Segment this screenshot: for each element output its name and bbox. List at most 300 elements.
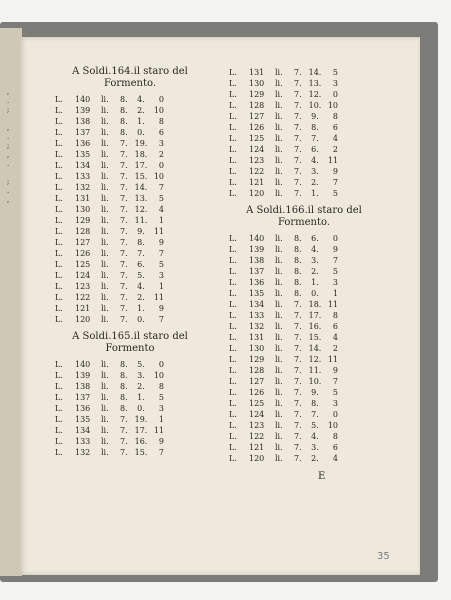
table-row — [55, 370, 205, 381]
denari-value: 5 — [158, 260, 164, 269]
table-row — [229, 133, 379, 144]
quantity: 135 — [75, 150, 91, 159]
lire-value: 7. — [294, 421, 302, 430]
quantity: 132 — [249, 322, 265, 331]
unit-label: L. — [55, 282, 63, 291]
soldi-value: 13. — [134, 194, 148, 203]
soldi-value: 6. — [137, 260, 145, 269]
lire-label: li. — [275, 344, 283, 353]
lire-value: 7. — [120, 271, 128, 280]
denari-value: 11 — [153, 426, 164, 435]
table-row — [229, 310, 379, 321]
unit-label: L. — [55, 194, 63, 203]
soldi-value: 5. — [137, 271, 145, 280]
table-row — [55, 259, 205, 270]
section-heading: A Soldi.166.il staro del Formento. — [246, 205, 362, 228]
quantity: 140 — [75, 360, 91, 369]
unit-label: L. — [229, 245, 237, 254]
unit-label: L. — [229, 112, 237, 121]
lire-value: 7. — [294, 355, 302, 364]
table-row — [55, 127, 205, 138]
unit-label: L. — [229, 443, 237, 452]
soldi-value: 16. — [308, 322, 322, 331]
table-row — [229, 376, 379, 387]
quantity: 123 — [249, 421, 265, 430]
soldi-value: 2. — [311, 267, 319, 276]
lire-value: 7. — [120, 139, 128, 148]
denari-value: 2 — [332, 344, 338, 353]
lire-value: 7. — [120, 194, 128, 203]
table-row — [229, 387, 379, 398]
lire-value: 7. — [120, 282, 128, 291]
table-row — [229, 321, 379, 332]
denari-value: 10 — [153, 106, 164, 115]
unit-label: L. — [229, 410, 237, 419]
quantity: 120 — [249, 189, 265, 198]
quantity: 127 — [249, 112, 265, 121]
soldi-value: 3. — [137, 371, 145, 380]
table-row — [55, 171, 205, 182]
lire-label: li. — [101, 426, 109, 435]
lire-label: li. — [275, 432, 283, 441]
lire-value: 7. — [120, 249, 128, 258]
lire-label: li. — [101, 315, 109, 324]
signature-mark: E — [318, 471, 326, 482]
lire-value: 8. — [294, 267, 302, 276]
soldi-value: 5. — [137, 360, 145, 369]
quantity: 125 — [249, 399, 265, 408]
unit-label: L. — [229, 134, 237, 143]
right-column — [229, 67, 379, 470]
denari-value: 4 — [332, 454, 338, 463]
denari-value: 5 — [332, 388, 338, 397]
table-row — [55, 314, 205, 325]
lire-label: li. — [275, 234, 283, 243]
table-row — [55, 182, 205, 193]
lire-label: li. — [275, 101, 283, 110]
table-row — [55, 414, 205, 425]
denari-value: 5 — [332, 68, 338, 77]
lire-label: li. — [101, 238, 109, 247]
lire-value: 7. — [294, 388, 302, 397]
table-row — [229, 354, 379, 365]
lire-value: 7. — [120, 205, 128, 214]
table-row — [229, 233, 379, 244]
price-table-section — [55, 331, 205, 458]
unit-label: L. — [229, 234, 237, 243]
table-row — [229, 332, 379, 343]
lire-value: 8. — [120, 382, 128, 391]
soldi-value: 7. — [137, 249, 145, 258]
soldi-value: 0. — [137, 128, 145, 137]
unit-label: L. — [55, 315, 63, 324]
quantity: 130 — [249, 344, 265, 353]
denari-value: 5 — [332, 189, 338, 198]
denari-value: 8 — [332, 432, 338, 441]
unit-label: L. — [229, 454, 237, 463]
price-table-section — [229, 205, 379, 464]
lire-label: li. — [101, 106, 109, 115]
unit-label: L. — [229, 300, 237, 309]
lire-label: li. — [101, 448, 109, 457]
lire-label: li. — [101, 260, 109, 269]
lire-value: 7. — [294, 123, 302, 132]
lire-value: 7. — [294, 443, 302, 452]
lire-label: li. — [275, 189, 283, 198]
quantity: 124 — [249, 410, 265, 419]
quantity: 135 — [75, 415, 91, 424]
lire-label: li. — [275, 300, 283, 309]
lire-value: 7. — [294, 300, 302, 309]
lire-label: li. — [275, 388, 283, 397]
denari-value: 6 — [158, 128, 164, 137]
denari-value: 10 — [327, 421, 338, 430]
unit-label: L. — [55, 249, 63, 258]
folio-number: 35 — [377, 551, 390, 562]
denari-value: 9 — [158, 437, 164, 446]
lire-value: 8. — [120, 360, 128, 369]
soldi-value: 3. — [311, 443, 319, 452]
soldi-value: 8. — [137, 238, 145, 247]
soldi-value: 0. — [137, 404, 145, 413]
denari-value: 5 — [158, 393, 164, 402]
soldi-value: 10. — [308, 377, 322, 386]
unit-label: L. — [229, 399, 237, 408]
lire-value: 7. — [294, 399, 302, 408]
table-row — [229, 255, 379, 266]
table-row — [55, 392, 205, 403]
table-row — [55, 204, 205, 215]
quantity: 122 — [75, 293, 91, 302]
denari-value: 7 — [332, 178, 338, 187]
lire-label: li. — [275, 68, 283, 77]
denari-value: 1 — [158, 216, 164, 225]
denari-value: 4 — [332, 134, 338, 143]
quantity: 139 — [75, 371, 91, 380]
soldi-value: 15. — [308, 333, 322, 342]
quantity: 135 — [249, 289, 265, 298]
soldi-value: 14. — [134, 183, 148, 192]
unit-label: L. — [229, 388, 237, 397]
soldi-value: 2. — [137, 293, 145, 302]
denari-value: 6 — [332, 443, 338, 452]
quantity: 134 — [75, 426, 91, 435]
soldi-value: 2. — [137, 382, 145, 391]
lire-value: 7. — [120, 448, 128, 457]
soldi-value: 1. — [137, 304, 145, 313]
quantity: 133 — [75, 437, 91, 446]
lire-label: li. — [275, 123, 283, 132]
table-row — [55, 447, 205, 458]
unit-label: L. — [229, 289, 237, 298]
denari-value: 10 — [327, 101, 338, 110]
lire-label: li. — [275, 443, 283, 452]
soldi-value: 3. — [311, 256, 319, 265]
unit-label: L. — [55, 415, 63, 424]
lire-value: 7. — [294, 134, 302, 143]
soldi-value: 13. — [308, 79, 322, 88]
lire-label: li. — [275, 421, 283, 430]
table-row — [229, 244, 379, 255]
denari-value: 7 — [158, 315, 164, 324]
quantity: 138 — [75, 117, 91, 126]
denari-value: 0 — [158, 161, 164, 170]
lire-label: li. — [101, 382, 109, 391]
lire-label: li. — [101, 293, 109, 302]
lire-label: li. — [275, 311, 283, 320]
lire-value: 7. — [294, 167, 302, 176]
lire-label: li. — [101, 205, 109, 214]
unit-label: L. — [229, 68, 237, 77]
denari-value: 4 — [332, 333, 338, 342]
denari-value: 0 — [158, 95, 164, 104]
lire-value: 7. — [294, 189, 302, 198]
unit-label: L. — [55, 106, 63, 115]
lire-label: li. — [275, 156, 283, 165]
table-row — [55, 94, 205, 105]
table-row — [229, 288, 379, 299]
denari-value: 5 — [158, 194, 164, 203]
denari-value: 3 — [158, 404, 164, 413]
quantity: 126 — [249, 388, 265, 397]
quantity: 123 — [75, 282, 91, 291]
unit-label: L. — [55, 293, 63, 302]
table-row — [229, 89, 379, 100]
quantity: 128 — [249, 366, 265, 375]
table-row — [55, 105, 205, 116]
soldi-value: 19. — [134, 139, 148, 148]
lire-value: 8. — [120, 393, 128, 402]
soldi-value: 9. — [137, 227, 145, 236]
table-row — [229, 442, 379, 453]
soldi-value: 0. — [137, 315, 145, 324]
lire-label: li. — [101, 95, 109, 104]
denari-value: 8 — [332, 112, 338, 121]
unit-label: L. — [229, 311, 237, 320]
price-table-section — [55, 66, 205, 325]
soldi-value: 18. — [308, 300, 322, 309]
price-table-section — [229, 67, 379, 199]
denari-value: 9 — [158, 238, 164, 247]
unit-label: L. — [229, 156, 237, 165]
denari-value: 9 — [332, 366, 338, 375]
soldi-value: 6. — [311, 234, 319, 243]
soldi-value: 4. — [311, 432, 319, 441]
denari-value: 9 — [332, 245, 338, 254]
table-row — [229, 78, 379, 89]
table-row — [55, 237, 205, 248]
unit-label: L. — [229, 366, 237, 375]
unit-label: L. — [55, 139, 63, 148]
soldi-value: 14. — [308, 68, 322, 77]
lire-label: li. — [275, 245, 283, 254]
lire-label: li. — [101, 249, 109, 258]
unit-label: L. — [55, 426, 63, 435]
section-heading: A Soldi.164.il staro del Formento. — [72, 66, 188, 89]
lire-label: li. — [275, 333, 283, 342]
lire-label: li. — [275, 377, 283, 386]
quantity: 139 — [75, 106, 91, 115]
table-row — [55, 226, 205, 237]
table-row — [229, 431, 379, 442]
quantity: 127 — [75, 238, 91, 247]
soldi-value: 2. — [311, 454, 319, 463]
quantity: 136 — [75, 404, 91, 413]
lire-label: li. — [275, 322, 283, 331]
denari-value: 7 — [332, 377, 338, 386]
unit-label: L. — [229, 432, 237, 441]
denari-value: 1 — [332, 289, 338, 298]
lire-label: li. — [275, 454, 283, 463]
table-row — [55, 359, 205, 370]
unit-label: L. — [229, 377, 237, 386]
lire-label: li. — [101, 415, 109, 424]
lire-label: li. — [101, 437, 109, 446]
denari-value: 5 — [332, 267, 338, 276]
unit-label: L. — [229, 189, 237, 198]
unit-label: L. — [229, 256, 237, 265]
soldi-value: 12. — [308, 90, 322, 99]
quantity: 131 — [75, 194, 91, 203]
quantity: 137 — [75, 393, 91, 402]
lire-value: 8. — [120, 95, 128, 104]
denari-value: 4 — [158, 205, 164, 214]
unit-label: L. — [229, 267, 237, 276]
table-row — [229, 111, 379, 122]
soldi-value: 9. — [311, 388, 319, 397]
lire-value: 8. — [120, 117, 128, 126]
table-row — [229, 67, 379, 78]
table-row — [55, 215, 205, 226]
unit-label: L. — [229, 101, 237, 110]
table-row — [55, 138, 205, 149]
lire-label: li. — [101, 282, 109, 291]
lire-value: 7. — [294, 432, 302, 441]
denari-value: 11 — [153, 293, 164, 302]
lire-label: li. — [101, 371, 109, 380]
denari-value: 3 — [332, 278, 338, 287]
lire-label: li. — [275, 278, 283, 287]
quantity: 130 — [75, 205, 91, 214]
soldi-value: 7. — [311, 134, 319, 143]
table-row — [229, 122, 379, 133]
lire-value: 8. — [120, 371, 128, 380]
lire-label: li. — [101, 216, 109, 225]
unit-label: L. — [55, 128, 63, 137]
unit-label: L. — [229, 178, 237, 187]
unit-label: L. — [229, 322, 237, 331]
soldi-value: 12. — [308, 355, 322, 364]
lire-value: 7. — [294, 145, 302, 154]
lire-value: 7. — [294, 68, 302, 77]
soldi-value: 18. — [134, 150, 148, 159]
soldi-value: 11. — [308, 366, 322, 375]
soldi-value: 8. — [311, 399, 319, 408]
unit-label: L. — [55, 437, 63, 446]
quantity: 136 — [249, 278, 265, 287]
quantity: 130 — [249, 79, 265, 88]
soldi-value: 1. — [311, 278, 319, 287]
table-row — [55, 193, 205, 204]
soldi-value: 1. — [311, 189, 319, 198]
lire-value: 7. — [294, 90, 302, 99]
lire-value: 8. — [294, 234, 302, 243]
lire-label: li. — [101, 117, 109, 126]
denari-value: 2 — [158, 150, 164, 159]
table-row — [55, 303, 205, 314]
unit-label: L. — [55, 260, 63, 269]
table-row — [229, 177, 379, 188]
quantity: 132 — [75, 183, 91, 192]
unit-label: L. — [55, 404, 63, 413]
table-row — [229, 453, 379, 464]
quantity: 128 — [75, 227, 91, 236]
denari-value: 8 — [158, 382, 164, 391]
table-row — [55, 160, 205, 171]
unit-label: L. — [55, 393, 63, 402]
lire-label: li. — [275, 90, 283, 99]
soldi-value: 6. — [311, 145, 319, 154]
quantity: 121 — [75, 304, 91, 313]
denari-value: 2 — [332, 145, 338, 154]
unit-label: L. — [55, 117, 63, 126]
lire-value: 7. — [120, 216, 128, 225]
unit-label: L. — [55, 150, 63, 159]
denari-value: 11 — [327, 300, 338, 309]
quantity: 125 — [75, 260, 91, 269]
soldi-value: 14. — [308, 344, 322, 353]
soldi-value: 17. — [308, 311, 322, 320]
lire-value: 7. — [120, 415, 128, 424]
left-column — [55, 66, 205, 464]
denari-value: 1 — [158, 282, 164, 291]
lire-value: 8. — [120, 404, 128, 413]
lire-label: li. — [275, 399, 283, 408]
quantity: 120 — [249, 454, 265, 463]
quantity: 138 — [249, 256, 265, 265]
table-row — [229, 398, 379, 409]
lire-label: li. — [275, 145, 283, 154]
lire-label: li. — [101, 128, 109, 137]
quantity: 126 — [75, 249, 91, 258]
table-row — [229, 299, 379, 310]
lire-value: 7. — [120, 150, 128, 159]
lire-value: 7. — [294, 101, 302, 110]
denari-value: 11 — [153, 227, 164, 236]
quantity: 125 — [249, 134, 265, 143]
soldi-value: 8. — [311, 123, 319, 132]
unit-label: L. — [55, 216, 63, 225]
table-row — [229, 409, 379, 420]
quantity: 126 — [249, 123, 265, 132]
soldi-value: 10. — [308, 101, 322, 110]
unit-label: L. — [55, 382, 63, 391]
lire-value: 7. — [294, 79, 302, 88]
table-row — [55, 292, 205, 303]
lire-value: 7. — [294, 454, 302, 463]
lire-label: li. — [275, 79, 283, 88]
lire-label: li. — [101, 161, 109, 170]
unit-label: L. — [55, 371, 63, 380]
denari-value: 7 — [158, 448, 164, 457]
denari-value: 1 — [158, 415, 164, 424]
quantity: 124 — [249, 145, 265, 154]
lire-label: li. — [101, 183, 109, 192]
lire-label: li. — [101, 150, 109, 159]
unit-label: L. — [229, 333, 237, 342]
unit-label: L. — [229, 344, 237, 353]
denari-value: 9 — [158, 304, 164, 313]
